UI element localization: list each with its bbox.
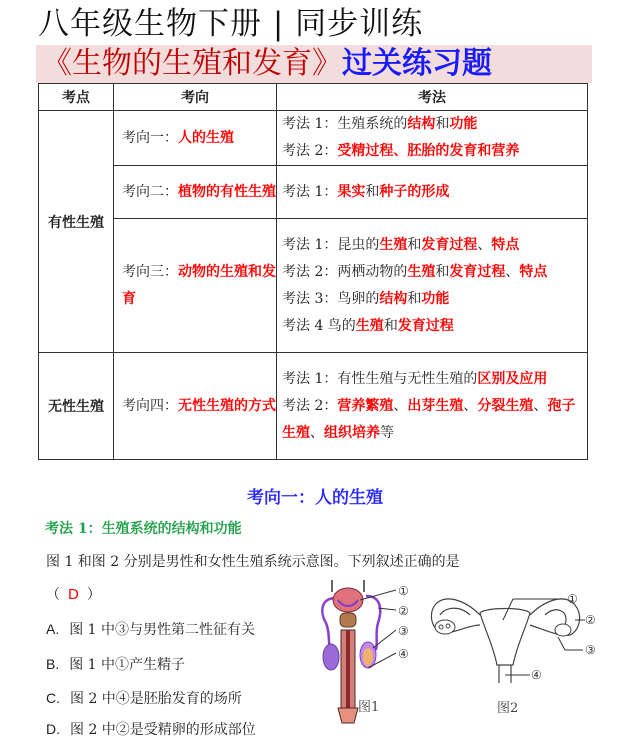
kaoxiang-topic: 无性生殖的方式 bbox=[178, 397, 276, 414]
chapter-banner bbox=[36, 45, 592, 83]
knowledge-table bbox=[38, 83, 588, 460]
section-title: 考向一：人的生殖 bbox=[247, 488, 383, 508]
kaoxiang-cell bbox=[114, 166, 277, 219]
kaoxiang-cell bbox=[114, 219, 277, 353]
option-c: C. 图 2 中④是胚胎发育的场所 bbox=[46, 690, 242, 707]
kaofa-line: 考法 2：受精过程、胚胎的发育和营养 bbox=[282, 143, 520, 159]
kaofa-line: 考法 2：营养繁殖、出芽生殖、分裂生殖、孢子生殖、组织培养等 bbox=[282, 397, 576, 441]
svg-text:④: ④ bbox=[531, 668, 542, 682]
female-reproductive-diagram-icon bbox=[425, 585, 600, 690]
page-title: 八年级生物下册 | 同步训练 bbox=[38, 6, 424, 42]
header-kaofa: 考法 bbox=[277, 84, 588, 111]
kaodian-cell: 有性生殖 bbox=[39, 111, 114, 353]
kaofa-line: 考法 1：生殖系统的结构和功能 bbox=[282, 116, 478, 132]
kaofa-cell bbox=[277, 219, 588, 353]
svg-text:③: ③ bbox=[585, 643, 596, 657]
kaoxiang-topic: 植物的有性生殖 bbox=[178, 183, 276, 200]
option-b: B. 图 1 中①产生精子 bbox=[46, 656, 186, 673]
kaofa-line: 考法 4 鸟的生殖和发育过程 bbox=[282, 317, 454, 334]
option-d: D. 图 2 中②是受精卵的形成部位 bbox=[46, 721, 256, 738]
option-a: A. 图 1 中③与男性第二性征有关 bbox=[46, 621, 256, 638]
figure-2-caption: 图2 bbox=[497, 701, 519, 716]
header-kaodian: 考点 bbox=[39, 84, 114, 111]
section-subtitle: 考法 1：生殖系统的结构和功能 bbox=[45, 521, 242, 537]
kaofa-line: 考法 1：昆虫的生殖和发育过程、特点 bbox=[282, 236, 520, 253]
banner-chapter-name: 《生物的生殖和发育》 bbox=[42, 46, 342, 81]
question-stem: 图 1 和图 2 分别是男性和女性生殖系统示意图。下列叙述正确的是 bbox=[46, 554, 460, 570]
header-kaoxiang: 考向 bbox=[114, 84, 277, 111]
svg-text:②: ② bbox=[398, 604, 409, 618]
table-row bbox=[39, 219, 588, 353]
answer-key: D bbox=[68, 586, 79, 603]
kaoxiang-prefix: 考向三： bbox=[122, 263, 178, 280]
table-header-row bbox=[39, 84, 588, 111]
kaoxiang-topic: 动物的生殖和发育 bbox=[122, 263, 276, 307]
figure-1-male-reproductive-system bbox=[318, 578, 418, 738]
answer-bracket: （ D ） bbox=[46, 586, 101, 603]
banner-exercise-label: 过关练习题 bbox=[342, 46, 492, 81]
kaoxiang-prefix: 考向一： bbox=[122, 129, 178, 146]
kaoxiang-prefix: 考向四： bbox=[122, 397, 178, 414]
kaofa-cell bbox=[277, 111, 588, 166]
figure-2-female-reproductive-system bbox=[425, 585, 600, 715]
table-row bbox=[39, 166, 588, 219]
table-row bbox=[39, 353, 588, 460]
kaofa-line: 考法 2：两栖动物的生殖和发育过程、特点 bbox=[282, 263, 548, 280]
kaoxiang-prefix: 考向二： bbox=[122, 183, 178, 200]
kaoxiang-topic: 人的生殖 bbox=[178, 129, 234, 146]
kaoxiang-cell bbox=[114, 111, 277, 166]
svg-text:②: ② bbox=[585, 613, 596, 627]
kaofa-line: 考法 3：鸟卵的结构和功能 bbox=[282, 290, 450, 307]
kaofa-cell bbox=[277, 353, 588, 460]
kaofa-line: 考法 1：有性生殖与无性生殖的区别及应用 bbox=[282, 370, 548, 387]
kaodian-cell: 无性生殖 bbox=[39, 353, 114, 460]
svg-text:③: ③ bbox=[398, 624, 409, 638]
kaofa-line: 考法 1：果实和种子的形成 bbox=[282, 183, 450, 200]
svg-text:①: ① bbox=[567, 592, 578, 606]
kaoxiang-cell bbox=[114, 353, 277, 460]
svg-text:①: ① bbox=[398, 584, 409, 598]
figure-1-caption: 图1 bbox=[358, 700, 380, 715]
kaofa-cell bbox=[277, 166, 588, 219]
table-row bbox=[39, 111, 588, 166]
svg-text:④: ④ bbox=[398, 647, 409, 661]
